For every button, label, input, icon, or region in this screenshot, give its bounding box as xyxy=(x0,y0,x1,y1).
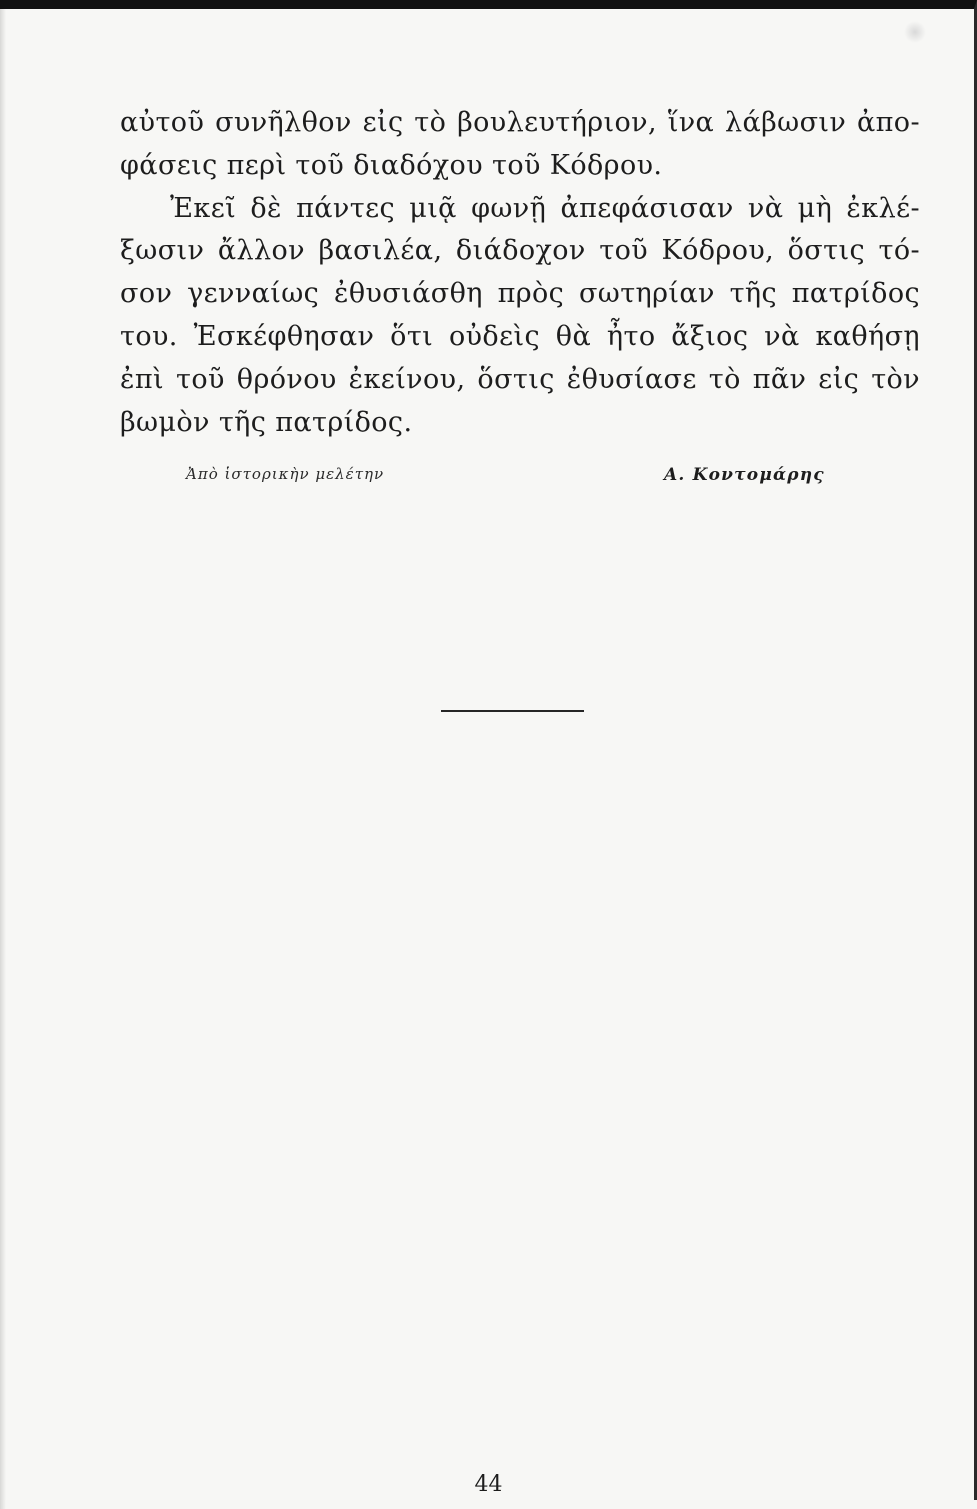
text-line-2: φάσεις περὶ τοῦ διαδόχου τοῦ Κόδρου. xyxy=(120,149,663,181)
page-number: 44 xyxy=(474,1472,503,1497)
text-line-5: σον γενναίως ἐθυσιάσθη πρὸς σωτηρίαν τῆς πατρίδος xyxy=(120,278,920,310)
body-text xyxy=(120,102,920,444)
text-line-4: ξωσιν ἄλλον βασιλέα, διάδοχον τοῦ Κόδρου, ὅστις τό- xyxy=(120,235,920,267)
section-divider xyxy=(441,710,584,712)
scan-edge-shadow xyxy=(0,9,6,1509)
author-name: Α. Κοντομάρης xyxy=(664,465,825,485)
scan-corner-mark xyxy=(904,21,926,43)
text-line-6: του. Ἐσκέφθησαν ὅτι οὐδεὶς θὰ ἦτο ἄξιος νὰ καθήσῃ xyxy=(120,320,920,352)
text-line-7: ἐπὶ τοῦ θρόνου ἐκείνου, ὅστις ἐθυσίασε τὸ πᾶν εἰς τὸν xyxy=(120,363,920,395)
text-line-8: βωμὸν τῆς πατρίδος. xyxy=(120,406,413,438)
source-note: Ἀπὸ ἱστορικὴν μελέτην xyxy=(186,465,385,483)
text-line-3: Ἐκεῖ δὲ πάντες μιᾷ φωνῇ ἀπεφάσισαν νὰ μὴ ἐκλέ- xyxy=(170,192,920,224)
text-line-1: αὐτοῦ συνῆλθον εἰς τὸ βουλευτήριον, ἵνα λάβωσιν ἀπο- xyxy=(120,107,920,138)
